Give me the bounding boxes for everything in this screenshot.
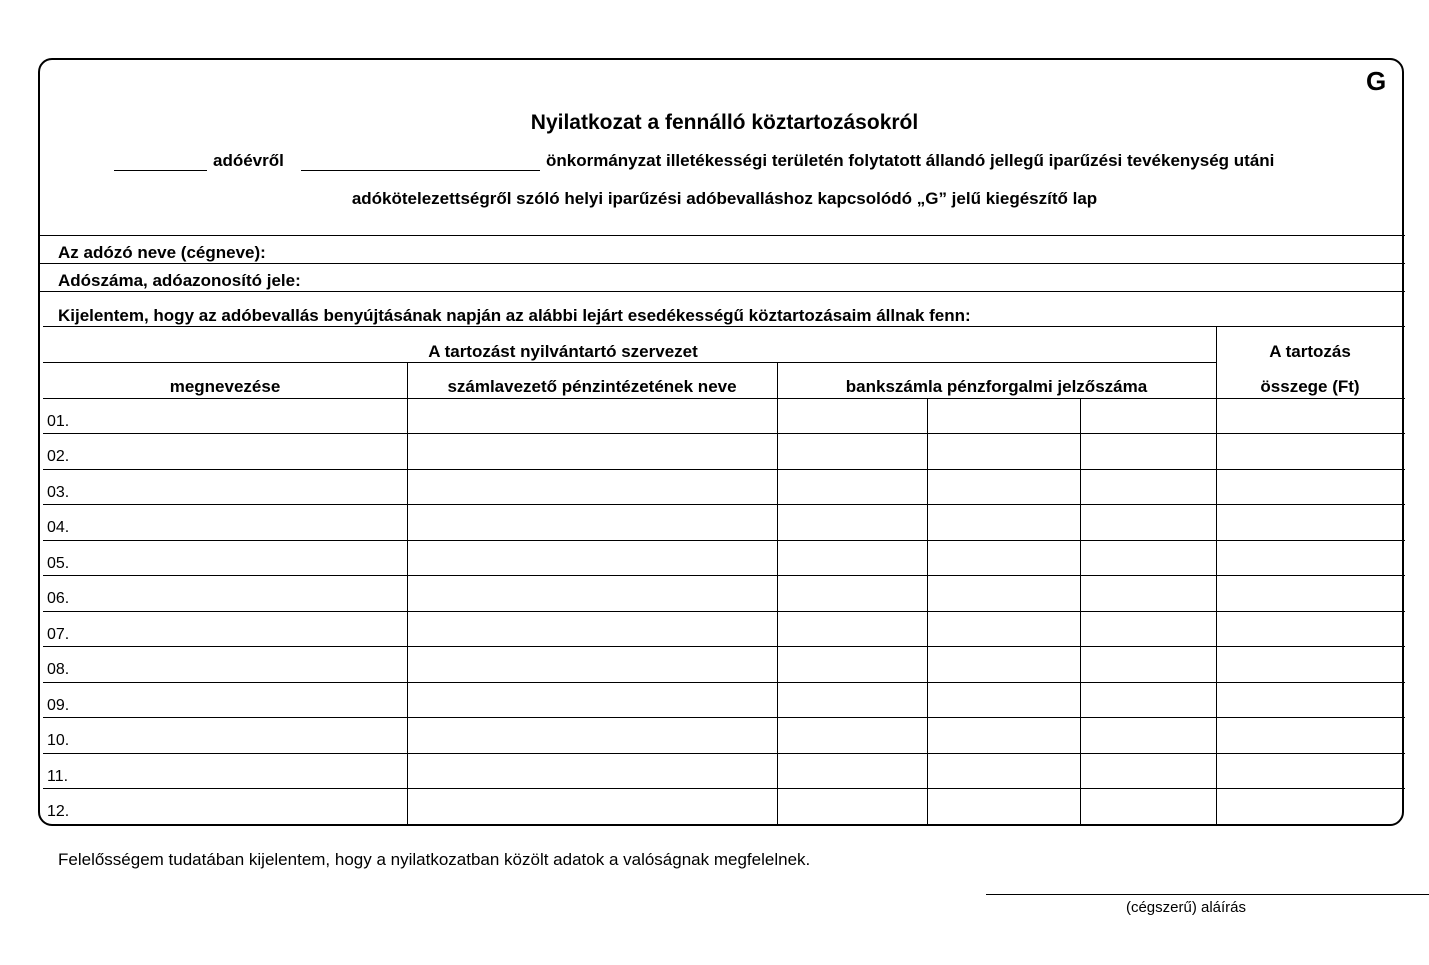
tax-year-blank[interactable] [114,151,207,171]
divider [43,362,1217,363]
taxpayer-name-label: Az adózó neve (cégneve): [58,243,266,262]
row-number: 02. [47,448,70,465]
row-divider [43,398,1405,399]
row-number: 11. [47,768,69,785]
col-header-amount-1: A tartozás [1269,342,1351,361]
row-number: 01. [47,413,70,430]
divider [39,291,1405,292]
row-number: 04. [47,519,70,536]
row-divider [43,753,1405,754]
header-line-2: adókötelezettségről szóló helyi iparűzési adóbevalláshoz kapcsolódó „G” jelű kiegészítő lap [351,189,1098,208]
divider [39,263,1405,264]
header-line-1-text: önkormányzat illetékességi területén folytatott állandó jellegű iparűzési tevékenység utáni [546,151,1275,170]
row-divider [43,611,1405,612]
group-header: A tartozást nyilvántartó szervezet [428,342,698,361]
column-divider [777,362,778,825]
row-number: 07. [47,626,70,643]
form-frame [38,58,1404,826]
row-number: 08. [47,661,70,678]
row-number: 12. [47,803,70,820]
declaration-text: Felelősségem tudatában kijelentem, hogy a nyilatkozatban közölt adatok a valóságnak megfelelnek. [58,850,811,869]
row-divider [43,646,1405,647]
row-divider [43,504,1405,505]
row-number: 09. [47,697,70,714]
col-header-name: megnevezése [169,377,281,396]
row-divider [43,682,1405,683]
row-number: 05. [47,555,70,572]
form-title: Nyilatkozat a fennálló köztartozásokról [530,111,919,134]
municipality-blank[interactable] [301,151,540,171]
row-divider [43,469,1405,470]
statement-text: Kijelentem, hogy az adóbevallás benyújtásának napján az alábbi lejárt esedékességű köztartozásaim állnak fenn: [58,306,971,325]
row-number: 10. [47,732,70,749]
signature-line[interactable] [986,894,1429,895]
tax-id-label: Adószáma, adóazonosító jele: [58,271,301,290]
divider [43,326,1405,327]
row-divider [43,433,1405,434]
row-number: 06. [47,590,70,607]
row-number: 03. [47,484,70,501]
form-letter: G [1366,66,1387,96]
row-divider [43,717,1405,718]
column-divider [407,362,408,825]
divider [39,235,1405,236]
row-divider [43,788,1405,789]
signature-label: (cégszerű) aláírás [1125,899,1247,916]
col-header-bank: számlavezető pénzintézetének neve [447,377,737,396]
col-header-account: bankszámla pénzforgalmi jelzőszáma [845,377,1148,396]
row-divider [43,575,1405,576]
col-header-amount-2: összege (Ft) [1260,377,1360,396]
tax-year-suffix: adóévről [213,151,284,170]
row-divider [43,540,1405,541]
